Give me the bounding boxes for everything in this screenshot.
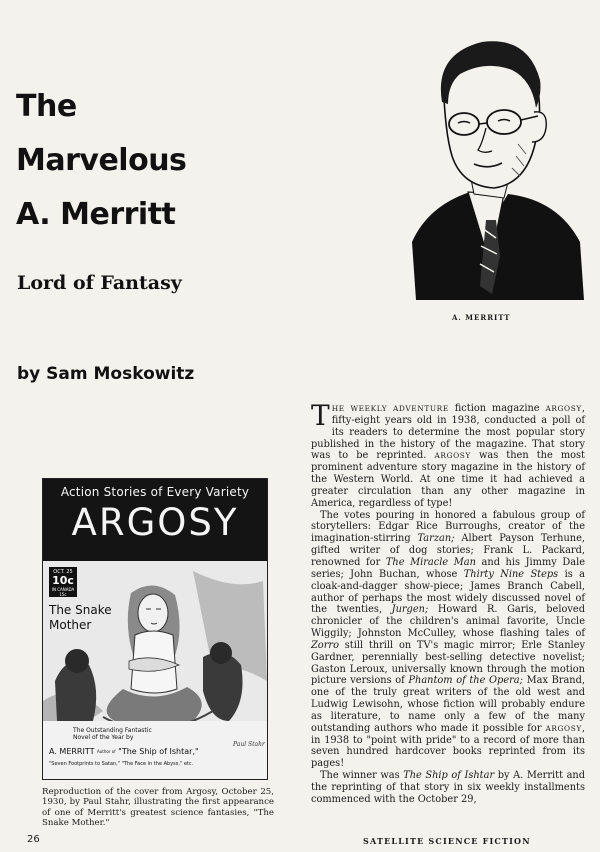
page-number: 26 [27, 834, 40, 845]
cover-artist-signature: Paul Stahr [233, 741, 265, 748]
cover-story-title-line-2: Mother [49, 618, 92, 632]
merritt-portrait-illustration [408, 24, 586, 300]
cover-blurb-line-2: Novel of the Year by [73, 734, 134, 741]
article-subtitle: Lord of Fantasy [17, 272, 182, 294]
argosy-cover-image [42, 478, 268, 780]
cover-price-canada: IN CANADA 15c [51, 587, 75, 597]
byline: by Sam Moskowitz [17, 364, 195, 384]
cover-author-work: "The Ship of Ishtar," [118, 747, 199, 756]
cover-blurb-line-1: The Outstanding Fantastic [73, 727, 152, 734]
cover-price: 10c [52, 574, 74, 587]
article-title [16, 80, 186, 242]
cover-author-name: A. MERRITT [49, 747, 95, 756]
cover-other-works: "Seven Footprints to Satan," "The Face in the Abyss," etc. [49, 761, 194, 767]
cover-date: OCT. 25 [53, 569, 73, 575]
article-paragraph-2: The votes pouring in honored a fabulous group of storytellers: Edgar Rice Burroughs, creator of the imagination-stirring Tarzan; Albert Payson Terhune, gifted writer of dog stories; Frank L. Packard, renowned for The Miracle Man and his Jimmy Dale series; John Buchan, whose Thirty Nine Steps is a cloak-and-dagger show-piece; James Branch Cabell, author of perhaps the most widely discussed novel of the twenties, Jurgen; Howard R. Garis, beloved chronicler of the children's animal favorite, Uncle Wiggily; Johnston McCulley, whose flashing tales of Zorro still thrill on TV's magic mirror; Erle Stanley Gardner, perennially best-selling detective novelist; Gaston Leroux, universally known through the motion picture versions of Phantom of the Opera; Max Brand, one of the truly great writers of the old west and Ludwig Lewisohn, whose fiction will probably endure as literature, to name only a few of the many outstanding authors who made it possible for ARGOSY, in 1938 to "point with pride" to a record of more than seven hundred hardcover books reprinted from its pages! [311, 509, 586, 770]
cover-masthead: ARGOSY [71, 501, 239, 544]
cover-story-title [49, 603, 112, 633]
cover-date-price-badge [49, 567, 77, 597]
article-paragraph-1: THE WEEKLY ADVENTURE fiction magazine ARGOSY, fifty-eight years old in 1938, conducted a poll of its readers to determine the most popular story published in the history of the magazine. That story was to be reprinted. ARGOSY was then the most prominent adventure story magazine in the history of the Western World. At one time it had achieved a greater circulation than any other magazine in America, regardless of type! [311, 399, 585, 509]
drop-cap: T [311, 399, 330, 432]
cover-story-title-line-1: The Snake [49, 603, 112, 617]
article-paragraph-3: The winner was The Ship of Ishtar by A. Merritt and the reprinting of that story in six weekly installments commenced with the October 29, [311, 770, 586, 805]
title-line-2: Marvelous [16, 143, 187, 178]
footer-magazine-title: SATELLITE SCIENCE FICTION [363, 836, 531, 846]
cover-caption: Reproduction of the cover from Argosy, October 25, 1930, by Paul Stahr, illustrating the first appearance of one of Merritt's greatest science fantasies, "The Snake Mother." [42, 787, 274, 828]
cover-tagline: Action Stories of Every Variety [60, 485, 250, 499]
cover-author-note: Author of [97, 749, 116, 754]
portrait-caption: A. MERRITT [452, 313, 511, 322]
cover-blurb [73, 727, 152, 741]
title-line-3: A. Merritt [16, 197, 176, 232]
cover-art-area [43, 561, 267, 779]
title-line-1: The [16, 89, 77, 124]
article-body [311, 399, 586, 806]
cover-header [43, 479, 267, 561]
cover-author-line [49, 747, 199, 756]
